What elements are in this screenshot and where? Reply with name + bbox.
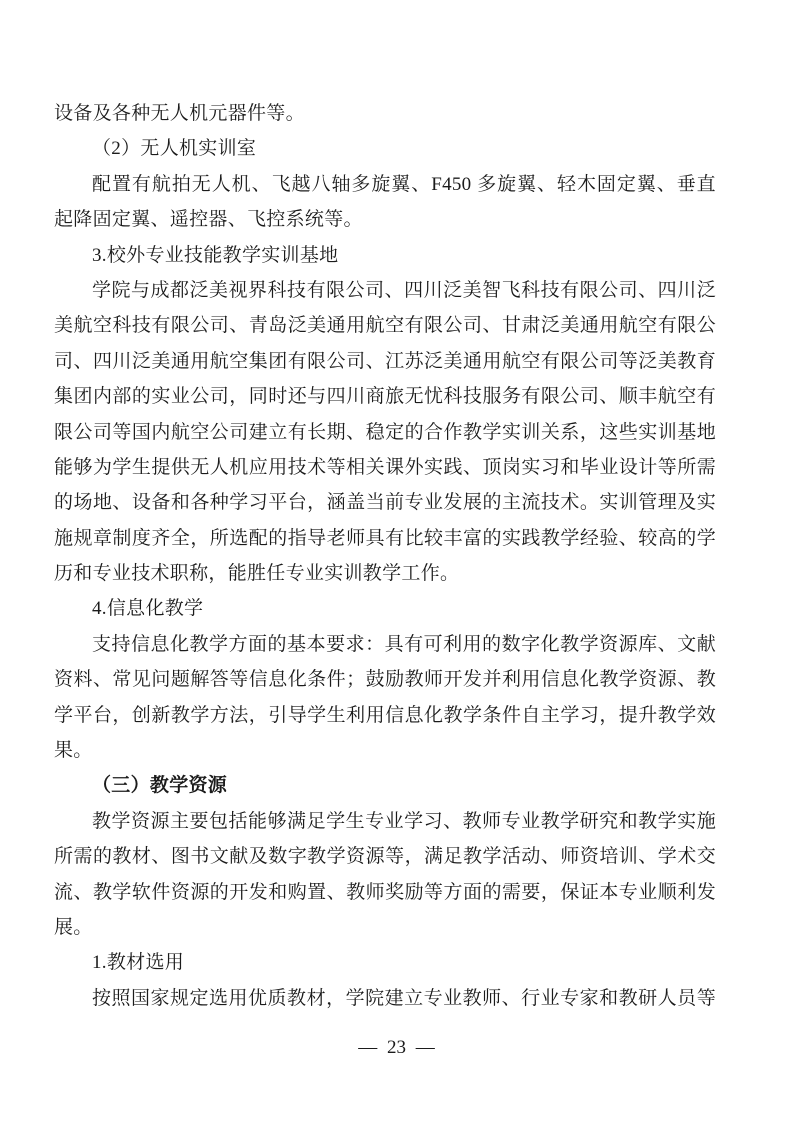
text-line: 所需的教材、图书文献及数字教学资源等，满足教学活动、师资培训、学术交 xyxy=(54,846,716,868)
text-line: 支持信息化教学方面的基本要求：具有可利用的数字化教学资源库、文献 xyxy=(92,633,716,655)
text-line: 教学资源主要包括能够满足学生专业学习、教师专业教学研究和教学实施 xyxy=(92,810,716,832)
text-line: 起降固定翼、遥控器、飞控系统等。 xyxy=(54,209,363,231)
text-line: 流、教学软件资源的开发和购置、教师奖励等方面的需要，保证本专业顺利发 xyxy=(54,881,716,903)
text-line: 集团内部的实业公司，同时还与四川商旅无忧科技服务有限公司、顺丰航空有 xyxy=(54,386,716,408)
text-line: 施规章制度齐全，所选配的指导老师具有比较丰富的实践教学经验、较高的学 xyxy=(54,527,716,549)
text-line: 美航空科技有限公司、青岛泛美通用航空有限公司、甘肃泛美通用航空有限公 xyxy=(54,315,716,337)
text-line: （2）无人机实训室 xyxy=(92,138,257,160)
text-content xyxy=(54,96,716,1016)
text-line: 历和专业技术职称，能胜任专业实训教学工作。 xyxy=(54,563,460,585)
text-line: 的场地、设备和各种学习平台，涵盖当前专业发展的主流技术。实训管理及实 xyxy=(54,492,716,514)
text-line: 能够为学生提供无人机应用技术等相关课外实践、顶岗实习和毕业设计等所需 xyxy=(54,456,716,478)
text-line: 学平台，创新教学方法，引导学生利用信息化教学条件自主学习，提升教学效 xyxy=(54,704,716,726)
text-line: 资料、常见问题解答等信息化条件；鼓励教师开发并利用信息化教学资源、教 xyxy=(54,669,716,691)
text-line: 司、四川泛美通用航空集团有限公司、江苏泛美通用航空有限公司等泛美教育 xyxy=(54,350,716,372)
text-line: 展。 xyxy=(54,916,93,938)
text-line: 学院与成都泛美视界科技有限公司、四川泛美智飞科技有限公司、四川泛 xyxy=(92,279,716,301)
text-line: 1.教材选用 xyxy=(92,952,185,974)
text-line: 果。 xyxy=(54,740,93,762)
section-heading: （三）教学资源 xyxy=(92,775,228,797)
text-line: 配置有航拍无人机、飞越八轴多旋翼、F450 多旋翼、轻木固定翼、垂直 xyxy=(92,173,716,195)
text-line: 按照国家规定选用优质教材，学院建立专业教师、行业专家和教研人员等 xyxy=(92,987,716,1009)
text-line: 4.信息化教学 xyxy=(92,598,204,620)
text-line: 3.校外专业技能教学实训基地 xyxy=(92,244,339,266)
text-line: 设备及各种无人机元器件等。 xyxy=(54,103,305,124)
text-line: 限公司等国内航空公司建立有长期、稳定的合作教学实训关系，这些实训基地 xyxy=(54,421,716,443)
page-number: — 23 — xyxy=(358,1037,435,1058)
